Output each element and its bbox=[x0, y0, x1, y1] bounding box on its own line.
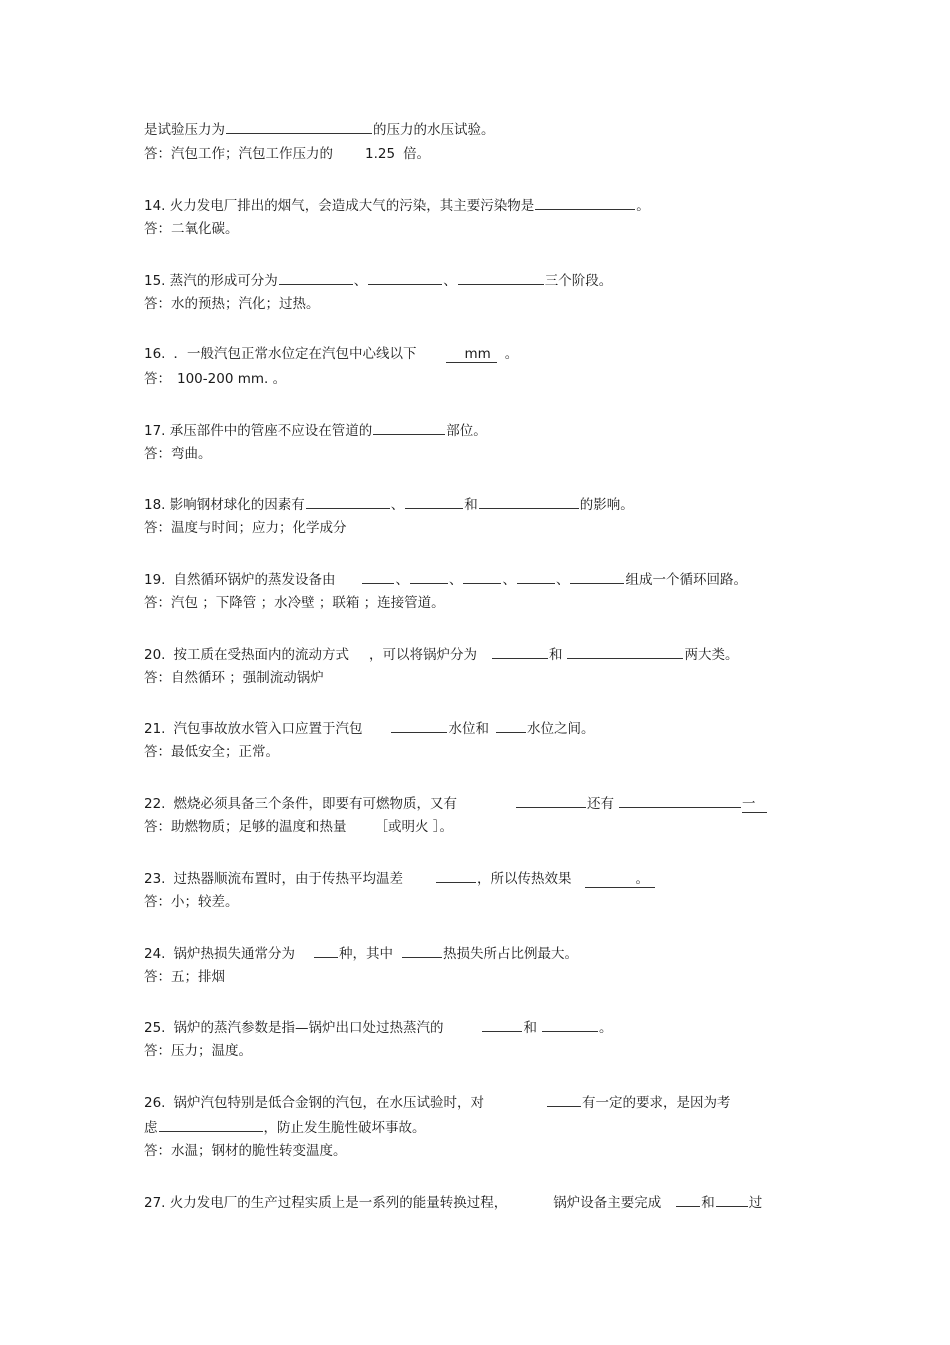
question-line bbox=[144, 420, 487, 440]
question-text: 的影响。 bbox=[579, 497, 634, 513]
answer-blank bbox=[570, 569, 624, 584]
question-text: 种，其中 bbox=[338, 946, 393, 962]
answer-line bbox=[144, 594, 445, 612]
answer-text: 答：二氧化碳。 bbox=[144, 221, 239, 237]
answer-text: 答：最低安全；正常。 bbox=[144, 744, 279, 760]
answer-line bbox=[144, 1142, 347, 1160]
question-line-continued bbox=[144, 1117, 426, 1137]
answer-text: 答：弯曲。 bbox=[144, 446, 212, 462]
question-text: 16. bbox=[144, 346, 166, 362]
answer-line bbox=[144, 669, 324, 687]
answer-blank bbox=[619, 793, 741, 808]
question-line bbox=[144, 793, 767, 813]
answer-blank bbox=[492, 644, 548, 659]
question-line bbox=[144, 345, 518, 363]
question-text: 虑 bbox=[144, 1120, 158, 1136]
question-text: 的压力的水压试验。 bbox=[373, 122, 495, 138]
question-text: 三个阶段。 bbox=[544, 273, 613, 289]
answer-blank bbox=[368, 270, 442, 285]
question-text: 23. bbox=[144, 871, 166, 887]
question-text: 还有 bbox=[586, 796, 614, 812]
answer-line bbox=[144, 743, 279, 761]
answer-blank bbox=[306, 494, 390, 509]
answer-text: ［或明火 ］。 bbox=[374, 819, 454, 835]
answer-line bbox=[144, 818, 453, 836]
question-text: 和 bbox=[548, 647, 563, 663]
answer-blank bbox=[463, 569, 501, 584]
question-text: 是试验压力为 bbox=[144, 122, 225, 138]
answer-blank bbox=[542, 1017, 598, 1032]
question-line bbox=[144, 195, 650, 215]
answer-blank bbox=[567, 644, 683, 659]
question-text: 水位之间。 bbox=[526, 721, 595, 737]
question-text: 过热器顺流布置时，由于传热平均温差 bbox=[173, 871, 403, 887]
answer-text: 答：压力；温度。 bbox=[144, 1043, 252, 1059]
question-text: 、 bbox=[395, 572, 409, 588]
answer-text: 答：温度与时间；应力；化学成分 bbox=[144, 520, 347, 536]
answer-line bbox=[144, 445, 212, 463]
question-text: 锅炉的蒸汽参数是指—锅炉出口处过热蒸汽的 bbox=[173, 1020, 444, 1036]
question-text: 、 bbox=[502, 572, 516, 588]
question-text: ．一般汽包正常水位定在汽包中心线以下 bbox=[173, 346, 417, 362]
question-text: 有一定的要求，是因为考 bbox=[581, 1095, 731, 1111]
answer-blank bbox=[676, 1192, 700, 1207]
answer-blank bbox=[517, 569, 555, 584]
question-text: 、 bbox=[443, 273, 457, 289]
answer-blank bbox=[362, 569, 394, 584]
question-text: 15. 蒸汽的形成可分为 bbox=[144, 273, 278, 289]
question-text: 按工质在受热面内的流动方式 bbox=[173, 647, 349, 663]
answer-text: 答：自然循环 ；强制流动锅炉 bbox=[144, 670, 324, 686]
question-text: 14. 火力发电厂排出的烟气，会造成大气的污染，其主要污染物是 bbox=[144, 198, 535, 214]
answer-blank-end: 。 bbox=[585, 871, 655, 888]
question-line bbox=[144, 569, 747, 589]
question-text: 和 bbox=[701, 1195, 715, 1211]
question-text: 水位和 bbox=[448, 721, 489, 737]
question-text: 自然循环锅炉的蒸发设备由 bbox=[173, 572, 336, 588]
answer-blank bbox=[314, 943, 338, 958]
answer-blank bbox=[516, 793, 586, 808]
question-text: 热损失所占比例最大。 bbox=[442, 946, 578, 962]
answer-text: 答：水温；钢材的脆性转变温度。 bbox=[144, 1143, 347, 1159]
question-text: 22. bbox=[144, 796, 166, 812]
question-text: 锅炉热损失通常分为 bbox=[173, 946, 295, 962]
answer-blank bbox=[391, 718, 447, 733]
answer-line bbox=[144, 370, 286, 388]
answer-text: 答：五；排烟 bbox=[144, 969, 225, 985]
answer-line bbox=[144, 893, 239, 911]
answer-text: 答：汽包 ；下降管 ；水冷壁 ；联箱 ；连接管道。 bbox=[144, 595, 445, 611]
answer-blank bbox=[547, 1092, 581, 1107]
answer-text: 100-200 mm. 。 bbox=[177, 371, 287, 387]
answer-blank bbox=[373, 420, 445, 435]
question-text: ，可以将锅炉分为 bbox=[368, 647, 477, 663]
question-text: 。 bbox=[504, 346, 519, 362]
question-line bbox=[144, 868, 655, 888]
answer-blank bbox=[279, 270, 353, 285]
answer-blank-unit: mm bbox=[446, 346, 496, 363]
question-text: 两大类。 bbox=[684, 647, 739, 663]
answer-blank bbox=[482, 1017, 522, 1032]
answer-text: 答：汽包工作；汽包工作压力的 bbox=[144, 146, 333, 162]
question-text: 24. bbox=[144, 946, 166, 962]
answer-text: 答：水的预热；汽化；过热。 bbox=[144, 296, 320, 312]
question-text: 和 bbox=[464, 497, 478, 513]
question-text: 过 bbox=[748, 1195, 763, 1211]
answer-text: 答：小；较差。 bbox=[144, 894, 239, 910]
answer-blank bbox=[716, 1192, 748, 1207]
question-line bbox=[144, 1092, 730, 1112]
question-text: 锅炉设备主要完成 bbox=[553, 1195, 662, 1211]
answer-blank bbox=[535, 195, 635, 210]
answer-line bbox=[144, 220, 239, 238]
question-text: 。 bbox=[636, 198, 650, 214]
answer-text: 1.25 bbox=[365, 146, 396, 162]
question-text: 、 bbox=[555, 572, 570, 588]
answer-text: 答： bbox=[144, 371, 171, 387]
answer-line bbox=[144, 1042, 252, 1060]
answer-blank bbox=[405, 494, 463, 509]
question-line bbox=[144, 1192, 762, 1212]
answer-line bbox=[144, 968, 225, 986]
question-line bbox=[144, 119, 495, 139]
question-text: 组成一个循环回路。 bbox=[625, 572, 747, 588]
question-text: 和 bbox=[523, 1020, 537, 1036]
question-line bbox=[144, 718, 594, 738]
question-text: 、 bbox=[353, 273, 368, 289]
answer-blank bbox=[410, 569, 448, 584]
answer-text: 答：助燃物质；足够的温度和热量 bbox=[144, 819, 347, 835]
question-line bbox=[144, 943, 578, 963]
answer-text: 倍。 bbox=[403, 146, 431, 162]
answer-blank bbox=[436, 868, 476, 883]
question-line bbox=[144, 494, 634, 514]
question-text: 、 bbox=[448, 572, 463, 588]
answer-line bbox=[144, 519, 347, 537]
answer-blank bbox=[402, 943, 442, 958]
question-text: 25. bbox=[144, 1020, 166, 1036]
question-text: 27. 火力发电厂的生产过程实质上是一系列的能量转换过程， bbox=[144, 1195, 508, 1211]
answer-blank bbox=[226, 119, 372, 134]
answer-blank bbox=[479, 494, 579, 509]
question-text: 20. bbox=[144, 647, 166, 663]
question-line bbox=[144, 1017, 612, 1037]
answer-line bbox=[144, 145, 430, 163]
question-line bbox=[144, 644, 738, 664]
answer-blank bbox=[496, 718, 526, 733]
question-text: 26. bbox=[144, 1095, 166, 1111]
question-line bbox=[144, 270, 612, 290]
question-text: 18. 影响钢材球化的因素有 bbox=[144, 497, 305, 513]
question-text: 燃烧必须具备三个条件，即要有可燃物质，又有 bbox=[173, 796, 457, 812]
question-text: 17. 承压部件中的管座不应设在管道的 bbox=[144, 423, 373, 439]
question-text: 汽包事故放水管入口应置于汽包 bbox=[173, 721, 363, 737]
question-text: 部位。 bbox=[446, 423, 487, 439]
answer-blank bbox=[159, 1117, 263, 1132]
question-text: ，防止发生脆性破坏事故。 bbox=[263, 1120, 426, 1136]
question-text: ，所以传热效果 bbox=[476, 871, 572, 887]
answer-line bbox=[144, 295, 320, 313]
question-text: 、 bbox=[390, 497, 405, 513]
answer-blank bbox=[458, 270, 544, 285]
question-text: 。 bbox=[598, 1020, 613, 1036]
question-text: 锅炉汽包特别是低合金钢的汽包，在水压试验时，对 bbox=[173, 1095, 484, 1111]
question-text: 19. bbox=[144, 572, 166, 588]
question-text: 21. bbox=[144, 721, 166, 737]
question-text: 一 bbox=[742, 796, 768, 813]
